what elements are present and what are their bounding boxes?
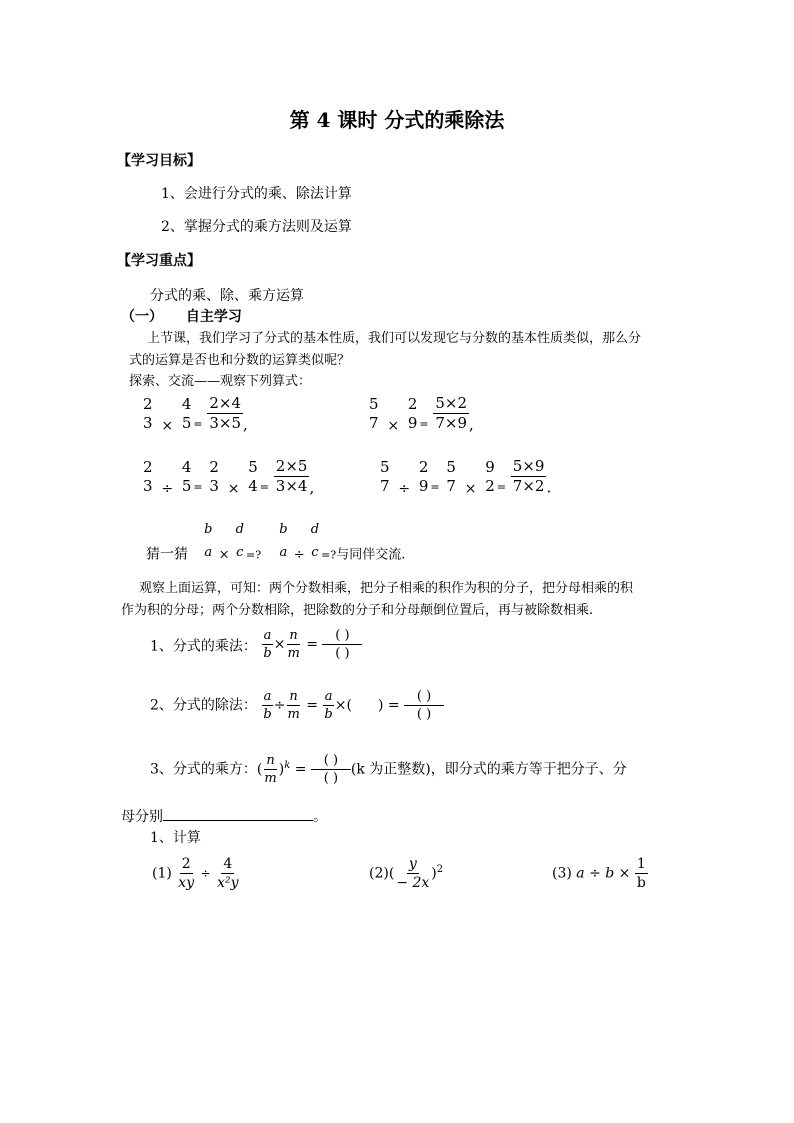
- fraction: 4 5: [181, 394, 192, 432]
- fraction: $\frac{y}{- 2x}$: [396, 856, 430, 891]
- guess-label: 猜一猜: [146, 546, 188, 563]
- fraction: $\frac{( )}{( )}$: [311, 754, 351, 785]
- rule-multiplication: 1、分式的乘法： $\frac{a}{b}$ × $\frac{n}{m}$ = $\frac{( )}{( )}$: [150, 629, 362, 660]
- fraction: $\frac{n}{m}$: [264, 753, 277, 786]
- rule-division: 2、分式的除法： $\frac{a}{b}$ ÷ $\frac{n}{m}$ = $\frac{a}{b}$ ×( ) = $\frac{( )}{( )}$: [150, 690, 444, 721]
- fraction: 2 9: [407, 394, 418, 432]
- problem-2: (2)( $\frac{y}{- 2x}$ )$^2$: [369, 856, 444, 891]
- fraction: d c: [310, 522, 320, 560]
- fraction: $\frac{n}{m}$: [287, 628, 300, 661]
- self-study-heading: [121, 306, 242, 326]
- intro-line-3: 探索、交流——观察下列算式：: [129, 374, 312, 389]
- self-study-number: （一）: [121, 309, 163, 325]
- goals-heading: 【学习目标】: [117, 153, 201, 169]
- fraction: b a: [279, 522, 288, 560]
- fraction: $\frac{n}{m}$: [287, 689, 300, 722]
- fraction: 2 3: [143, 457, 153, 495]
- page-title: 第 4 课时 分式的乘除法: [289, 108, 505, 132]
- self-study-label: 自主学习: [185, 309, 242, 325]
- example-2: 5 7 × 2 9 $_=$ $\frac{5\times 2}{7\times 9}$ ,: [369, 394, 474, 434]
- observe-line-1: 观察上面运算，可知：两个分数相乘，把分子相乘的积作为积的分子，把分母相乘的积: [139, 581, 634, 596]
- rule-1-label: 1、分式的乘法：: [150, 638, 257, 655]
- fraction: b a: [204, 522, 213, 560]
- fraction: d c: [235, 522, 244, 560]
- answer-blank[interactable]: [163, 808, 313, 821]
- fraction: $\frac{2\times 4}{3\times 5}$: [209, 394, 242, 432]
- fraction: 4 5: [181, 457, 192, 495]
- goal-1: 1、会进行分式的乘、除法计算: [161, 186, 352, 202]
- fraction: 2 3: [143, 394, 153, 432]
- fraction: 5 4: [248, 457, 258, 495]
- fraction: $\frac{5\times 9}{7\times 2}$: [512, 457, 545, 495]
- fraction: 5 7: [380, 457, 390, 495]
- goal-2: 2、掌握分式的乘方法则及运算: [161, 219, 352, 235]
- fraction: 5 7: [369, 394, 379, 432]
- fraction: $\frac{2}{xy}$: [178, 856, 195, 891]
- rule-3-label: 3、分式的乘方：: [150, 761, 257, 778]
- fraction: $\frac{5\times 2}{7\times 9}$: [435, 394, 468, 432]
- observe-line-2: 作为积的分母；两个分数相除，把除数的分子和分母颠倒位置后，再与被除数相乘.: [121, 603, 594, 618]
- intro-line-1: 上节课，我们学习了分式的基本性质，我们可以发现它与分数的基本性质类似，那么分: [147, 331, 642, 346]
- fraction: 2 9: [418, 457, 429, 495]
- rule-power: 3、分式的乘方：( $\frac{n}{m}$ )$^k$ = $\frac{( )}{( )}$ (k 为正整数)，即分式的乘方等于把分子、分: [150, 753, 627, 786]
- fraction: $\frac{a}{b}$: [263, 628, 272, 661]
- focus-text: 分式的乘、除、乘方运算: [150, 288, 304, 304]
- fraction: 9 2: [485, 457, 495, 495]
- fraction: $\frac{a}{b}$: [324, 689, 333, 722]
- intro-line-2: 式的运算是否也和分数的运算类似呢？: [129, 353, 351, 368]
- fraction: $\frac{2\times 5}{3\times 4}$: [275, 457, 308, 495]
- problem-1: (1) $\frac{2}{xy}$ ÷ $\frac{4}{\text{x²y}}$: [152, 856, 239, 891]
- fraction: $\frac{( )}{( )}$: [404, 690, 444, 721]
- rule-3-tail: (k 为正整数)，即分式的乘方等于把分子、分: [350, 761, 627, 778]
- rule-3-line-2: 母分别 。: [121, 809, 327, 825]
- fraction: $\frac{1}{b}$: [636, 856, 646, 891]
- exercise-heading: 1、计算: [150, 830, 201, 846]
- fraction: $\frac{4}{\text{x²y}}$: [217, 856, 239, 891]
- fraction: 2 3: [209, 457, 219, 495]
- rule-2-label: 2、分式的除法：: [150, 697, 257, 714]
- fraction: $\frac{a}{b}$: [263, 689, 272, 722]
- example-1: 2 3 × 4 5 $_=$ $\frac{2\times 4}{3\times 5}$ ,: [143, 394, 248, 434]
- problem-3: (3) a ÷ b × $\frac{1}{b}$: [552, 856, 646, 891]
- fraction: 5 7: [446, 457, 456, 495]
- example-3: 2 3 ÷ 4 5 $_=$ 2 3 × 5 4 $_=$ $\frac{2\times 5}{3\times 4}$ ,: [143, 457, 315, 497]
- guess-row: 猜一猜 b a × d c $_{=?}$ b a ÷ d c $_{=?}$与同伴交流.: [146, 522, 406, 563]
- fraction: $\frac{( )}{( )}$: [322, 629, 362, 660]
- focus-heading: 【学习重点】: [117, 253, 201, 269]
- example-4: 5 7 ÷ 2 9 $_=$ 5 7 × 9 2 $_=$ $\frac{5\times 9}{7\times 2}$ .: [380, 457, 552, 497]
